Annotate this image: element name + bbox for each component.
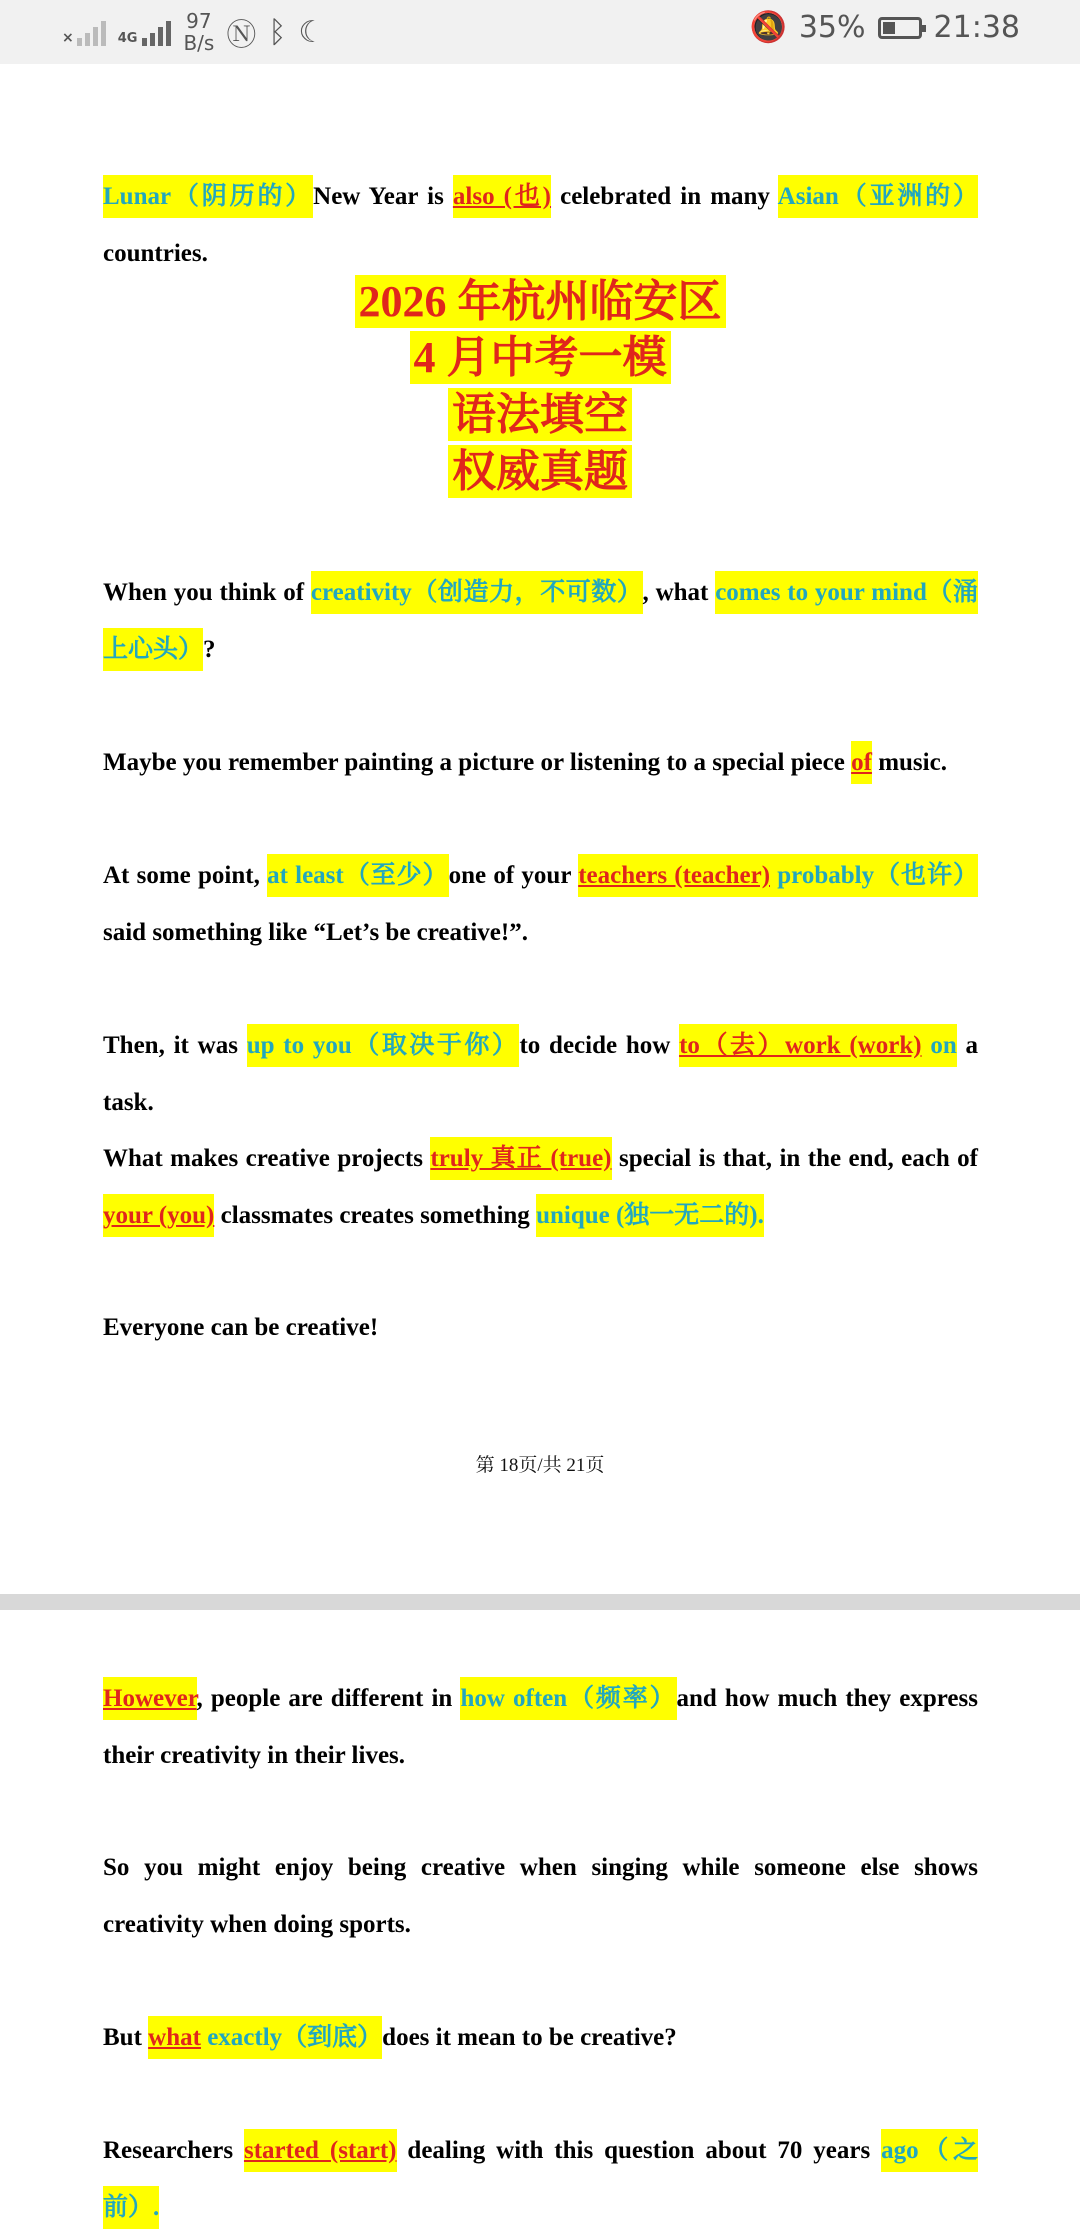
status-bar [0, 0, 1080, 64]
document-page-19 [0, 1610, 1080, 2221]
nfc-icon: Ⓝ [226, 18, 257, 53]
bluetooth-icon: ᛒ [268, 14, 287, 50]
signal-off-icon: × [62, 18, 106, 46]
paragraph-painting: Maybe you remember painting a picture or listening to a special piece of music. [103, 734, 978, 791]
battery-percent: 35% [798, 10, 866, 45]
paragraph-task: Then, it was up to you（取决于你）to decide how to（去）work (work) on a task. [103, 1017, 978, 1131]
network-speed: 97 B/s [183, 9, 215, 55]
paragraph-creativity: When you think of creativity（创造力，不可数）, what comes to your mind（涌上心头）? [103, 564, 978, 678]
paragraph-lunar-new-year: Lunar（阴历的）New Year is also (也) celebrated in many Asian（亚洲的） countries. [103, 168, 978, 282]
paragraph-projects: What makes creative projects truly 真正 (true) special is that, in the end, each of your (you) classmates creates something unique (独一无二的). [103, 1130, 978, 1244]
moon-icon: ☾ [298, 14, 326, 50]
page-number-footer: 第 18页/共 21页 [475, 1455, 605, 1476]
paragraph-what-exactly: But what exactly（到底）does it mean to be creative? [103, 2009, 978, 2066]
title-line-2: 4 月中考一模 [0, 329, 1080, 386]
paragraph-teachers: At some point, at least（至少）one of your teachers (teacher) probably（也许） said something like “Let’s be creative!”. [103, 847, 978, 961]
document-page-18 [0, 64, 1080, 1594]
bell-off-icon: 🔕 [749, 10, 787, 45]
paragraph-researchers: Researchers started (start) dealing with this question about 70 years ago（之前）. [103, 2122, 978, 2236]
title-line-4: 权威真题 [0, 443, 1080, 500]
battery-icon [878, 17, 922, 39]
title-line-3: 语法填空 [0, 386, 1080, 443]
signal-4g-icon: 4G [118, 18, 172, 46]
clock: 21:38 [933, 10, 1020, 45]
paragraph-everyone: Everyone can be creative! [103, 1314, 379, 1341]
page-separator [0, 1594, 1080, 1610]
paragraph-singing: So you might enjoy being creative when singing while someone else shows creativity when doing sports. [103, 1854, 978, 1938]
title-line-1: 2026 年杭州临安区 [0, 273, 1080, 330]
paragraph-however: However, people are different in how often（频率）and how much they express their creativity in their lives. [103, 1670, 978, 1784]
